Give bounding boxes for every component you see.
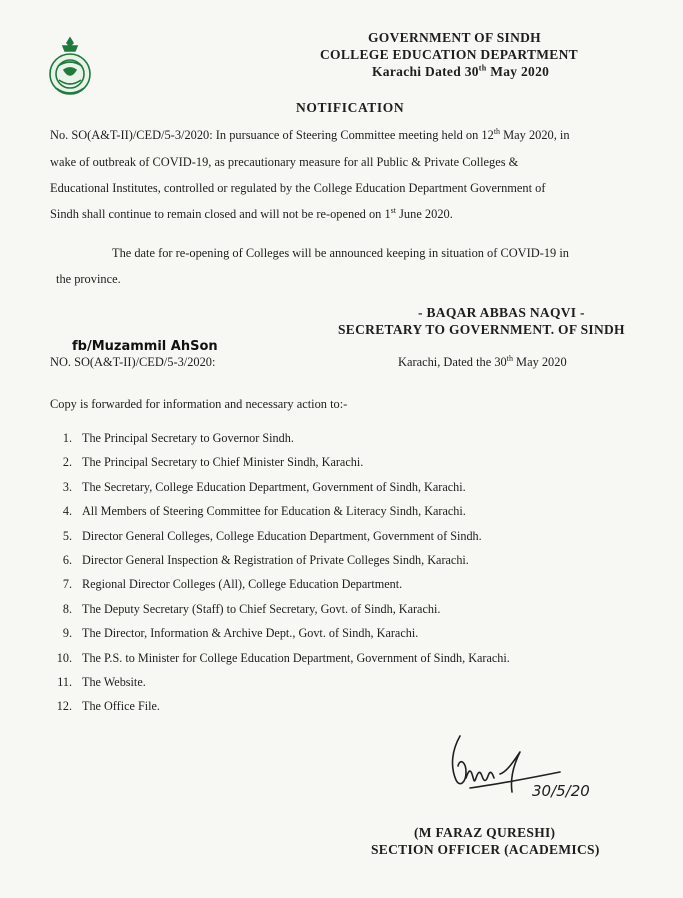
officer-name: (M FARAZ QURESHI) <box>414 825 556 840</box>
copy-list-text: The Deputy Secretary (Staff) to Chief Secretary, Govt. of Sindh, Karachi. <box>82 601 441 616</box>
reference-number: NO. SO(A&T-II)/CED/5-3/2020: <box>50 355 216 369</box>
copy-list-number: 9. <box>62 626 72 641</box>
copy-list-text: Regional Director Colleges (All), College Education Department. <box>82 577 403 592</box>
handwritten-signature <box>440 730 610 820</box>
copy-list-number: 6. <box>62 552 72 567</box>
copy-list-text: Director General Inspection & Registration of Private Colleges Sindh, Karachi. <box>82 552 469 567</box>
copy-list-text: Director General Colleges, College Education Department, Government of Sindh. <box>82 528 482 543</box>
officer-title: SECTION OFFICER (ACADEMICS) <box>371 842 600 857</box>
para1-line1: No. SO(A&T-II)/CED/5-3/2020: In pursuance of Steering Committee meeting held on 12th May 2020, in <box>50 126 570 142</box>
copy-list-text: All Members of Steering Committee for Education & Literacy Sindh, Karachi. <box>82 504 466 519</box>
copy-list-text: The Principal Secretary to Governor Sindh. <box>82 431 294 445</box>
copy-list-item <box>46 454 510 478</box>
copy-list <box>46 430 510 723</box>
copy-list-item <box>46 552 510 576</box>
copy-list-number: 12. <box>56 699 72 714</box>
notification-title: NOTIFICATION <box>296 100 405 115</box>
copy-list-text: The Secretary, College Education Department, Government of Sindh, Karachi. <box>82 479 466 494</box>
copy-list-item <box>46 528 510 552</box>
copy-list-text: The Office File. <box>82 699 160 714</box>
para2-line2: the province. <box>56 272 121 286</box>
copy-list-item <box>46 479 510 503</box>
copy-intro: Copy is forwarded for information and necessary action to:- <box>50 397 348 411</box>
para1-line2: wake of outbreak of COVID-19, as precautionary measure for all Public & Private Colleges & <box>50 155 519 169</box>
signatory-name: - BAQAR ABBAS NAQVI - <box>418 305 585 320</box>
copy-list-number: 10. <box>56 650 72 665</box>
copy-list-item <box>46 503 510 527</box>
copy-list-number: 8. <box>62 601 72 616</box>
sindh-emblem-icon <box>46 36 94 98</box>
copy-list-number: 7. <box>62 577 72 592</box>
signatory-title: SECRETARY TO GOVERNMENT. OF SINDH <box>338 322 625 337</box>
govt-heading: GOVERNMENT OF SINDH <box>368 30 541 45</box>
copy-list-text: The Director, Information & Archive Dept., Govt. of Sindh, Karachi. <box>82 626 419 641</box>
para2-line1: The date for re-opening of Colleges will be announced keeping in situation of COVID-19 in <box>112 246 569 260</box>
copy-list-number: 5. <box>62 528 72 543</box>
copy-list-item <box>46 430 510 454</box>
copy-list-item <box>46 601 510 625</box>
header-date: Karachi Dated 30th May 2020 <box>372 63 550 79</box>
copy-list-text: The Website. <box>82 674 146 689</box>
para1-line3: Educational Institutes, controlled or regulated by the College Education Department Government of <box>50 181 546 195</box>
watermark-text: fb/Muzammil AhSon <box>72 339 218 354</box>
department-heading: COLLEGE EDUCATION DEPARTMENT <box>320 47 578 62</box>
copy-list-item <box>46 674 510 698</box>
para1-line4: Sindh shall continue to remain closed and will not be re-opened on 1st June 2020. <box>50 205 453 221</box>
copy-list-number: 2. <box>62 455 72 470</box>
copy-list-item <box>46 625 510 649</box>
copy-list-number: 4. <box>62 504 72 519</box>
copy-list-number: 1. <box>62 431 72 445</box>
copy-list-item <box>46 576 510 600</box>
copy-list-text: The P.S. to Minister for College Education Department, Government of Sindh, Karachi. <box>82 650 510 665</box>
copy-list-text: The Principal Secretary to Chief Minister Sindh, Karachi. <box>82 455 364 470</box>
signature-date: 30/5/20 <box>532 782 590 800</box>
copy-list-item <box>46 698 510 722</box>
reference-date: Karachi, Dated the 30th May 2020 <box>398 353 567 369</box>
copy-list-item <box>46 650 510 674</box>
copy-list-number: 3. <box>62 479 72 494</box>
copy-list-number: 11. <box>57 674 72 689</box>
